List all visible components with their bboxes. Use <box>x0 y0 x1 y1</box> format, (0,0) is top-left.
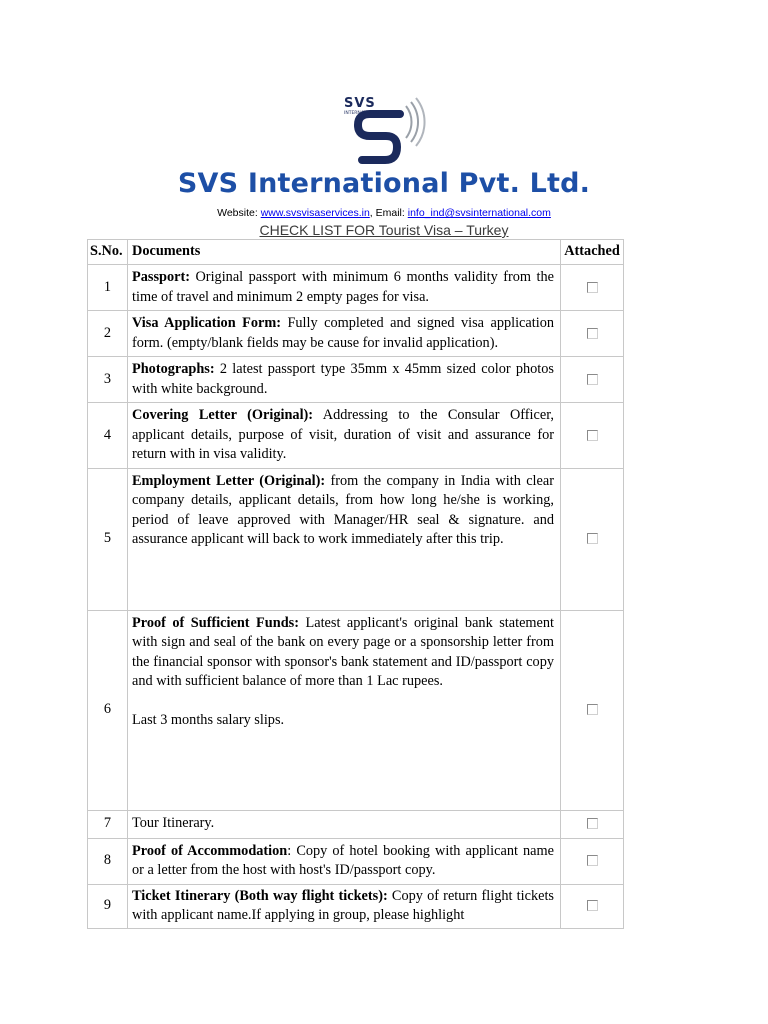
attached-cell <box>561 265 624 311</box>
attached-checkbox[interactable] <box>587 282 598 293</box>
row-text: Addressing to the Consular Officer, applicant details, purpose of visit, duration of visit and assurance for return with in visa validity. <box>132 407 554 462</box>
row-title: Ticket Itinerary (Both way flight tickets): <box>132 887 388 904</box>
company-logo <box>340 94 430 172</box>
row-text: Original passport with minimum 6 months validity from the time of travel and minimum 2 empty pages for visa. <box>132 269 554 305</box>
row-description <box>128 810 561 838</box>
row-number: 6 <box>88 610 128 810</box>
row-title: Photographs: <box>132 361 215 377</box>
row-extra: Last 3 months salary slips. <box>132 711 285 728</box>
attached-checkbox[interactable] <box>587 430 598 441</box>
table-row <box>88 810 624 838</box>
attached-cell <box>561 838 624 884</box>
row-title: Visa Application Form: <box>132 315 281 331</box>
table-row <box>88 610 624 810</box>
website-label: Website: <box>217 207 261 219</box>
attached-checkbox[interactable] <box>587 374 598 385</box>
table-header-row <box>88 240 624 265</box>
attached-checkbox[interactable] <box>587 704 598 715</box>
row-description <box>128 265 561 311</box>
table-row <box>88 403 624 469</box>
table-row <box>88 838 624 884</box>
attached-cell <box>561 357 624 403</box>
attached-checkbox[interactable] <box>587 818 598 829</box>
row-text: from the company in India with clear company details, applicant details, from how long he/she is working, period of leave approved with Manager/HR seal & signature. and assurance applicant will back to work immediately after this trip. <box>132 472 554 547</box>
email-link[interactable]: info_ind@svsinternational.com <box>407 207 551 219</box>
row-description <box>128 468 561 610</box>
row-text: Tour Itinerary. <box>132 815 215 832</box>
table-row <box>88 884 624 928</box>
attached-checkbox[interactable] <box>587 855 598 866</box>
row-title: Passport: <box>132 269 190 285</box>
attached-checkbox[interactable] <box>587 328 598 339</box>
table-row <box>88 265 624 311</box>
logo-graphic <box>340 94 430 172</box>
row-text: Latest applicant's original bank statement with sign and seal of the bank on every page or a sponsorship letter from the financial sponsor with sponsor's bank statement and ID/passport copy and with sufficient balance of more than 1 Lac rupees. <box>132 614 555 689</box>
logo-subtext: INTERNATIONAL <box>344 111 381 116</box>
attached-cell <box>561 884 624 928</box>
row-title: Employment Letter (Original): <box>132 472 326 489</box>
contact-line <box>0 207 768 219</box>
attached-cell <box>561 810 624 838</box>
row-number: 5 <box>88 468 128 610</box>
attached-cell <box>561 468 624 610</box>
checklist-title: CHECK LIST FOR Tourist Visa – Turkey <box>259 222 509 238</box>
checklist-table <box>87 239 624 929</box>
attached-checkbox[interactable] <box>587 900 598 911</box>
row-text: 2 latest passport type 35mm x 45mm sized color photos with white background. <box>132 361 554 397</box>
table-row <box>88 311 624 357</box>
row-description <box>128 311 561 357</box>
attached-cell <box>561 610 624 810</box>
row-description <box>128 403 561 469</box>
row-text: Copy of return flight tickets with applicant name.If applying in group, please highlight <box>132 887 554 923</box>
row-number: 4 <box>88 403 128 469</box>
website-link[interactable]: www.svsvisaservices.in <box>260 207 370 219</box>
row-title: Proof of Sufficient Funds: <box>132 614 299 631</box>
row-description <box>128 610 561 810</box>
row-text: Fully completed and signed visa application form. (empty/blank fields may be cause for invalid application). <box>132 315 554 351</box>
row-title: Covering Letter (Original): <box>132 407 314 423</box>
header-sno: S.No. <box>88 240 128 265</box>
attached-cell <box>561 403 624 469</box>
row-description <box>128 884 561 928</box>
attached-cell <box>561 311 624 357</box>
table-row <box>88 357 624 403</box>
company-name: SVS International Pvt. Ltd. <box>177 168 591 199</box>
row-number: 7 <box>88 810 128 838</box>
row-number: 1 <box>88 265 128 311</box>
row-number: 9 <box>88 884 128 928</box>
row-title: Proof of Accommodation <box>132 842 288 859</box>
row-number: 3 <box>88 357 128 403</box>
row-description <box>128 357 561 403</box>
header-documents: Documents <box>128 240 561 265</box>
row-description <box>128 838 561 884</box>
row-text: : Copy of hotel booking with applicant name or a letter from the host with host's ID/passport copy. <box>132 842 554 878</box>
logo-text: SVS <box>344 96 376 111</box>
header-attached: Attached <box>561 240 624 265</box>
attached-checkbox[interactable] <box>587 533 598 544</box>
table-row <box>88 468 624 610</box>
email-label: , Email: <box>369 207 408 219</box>
row-number: 8 <box>88 838 128 884</box>
row-number: 2 <box>88 311 128 357</box>
